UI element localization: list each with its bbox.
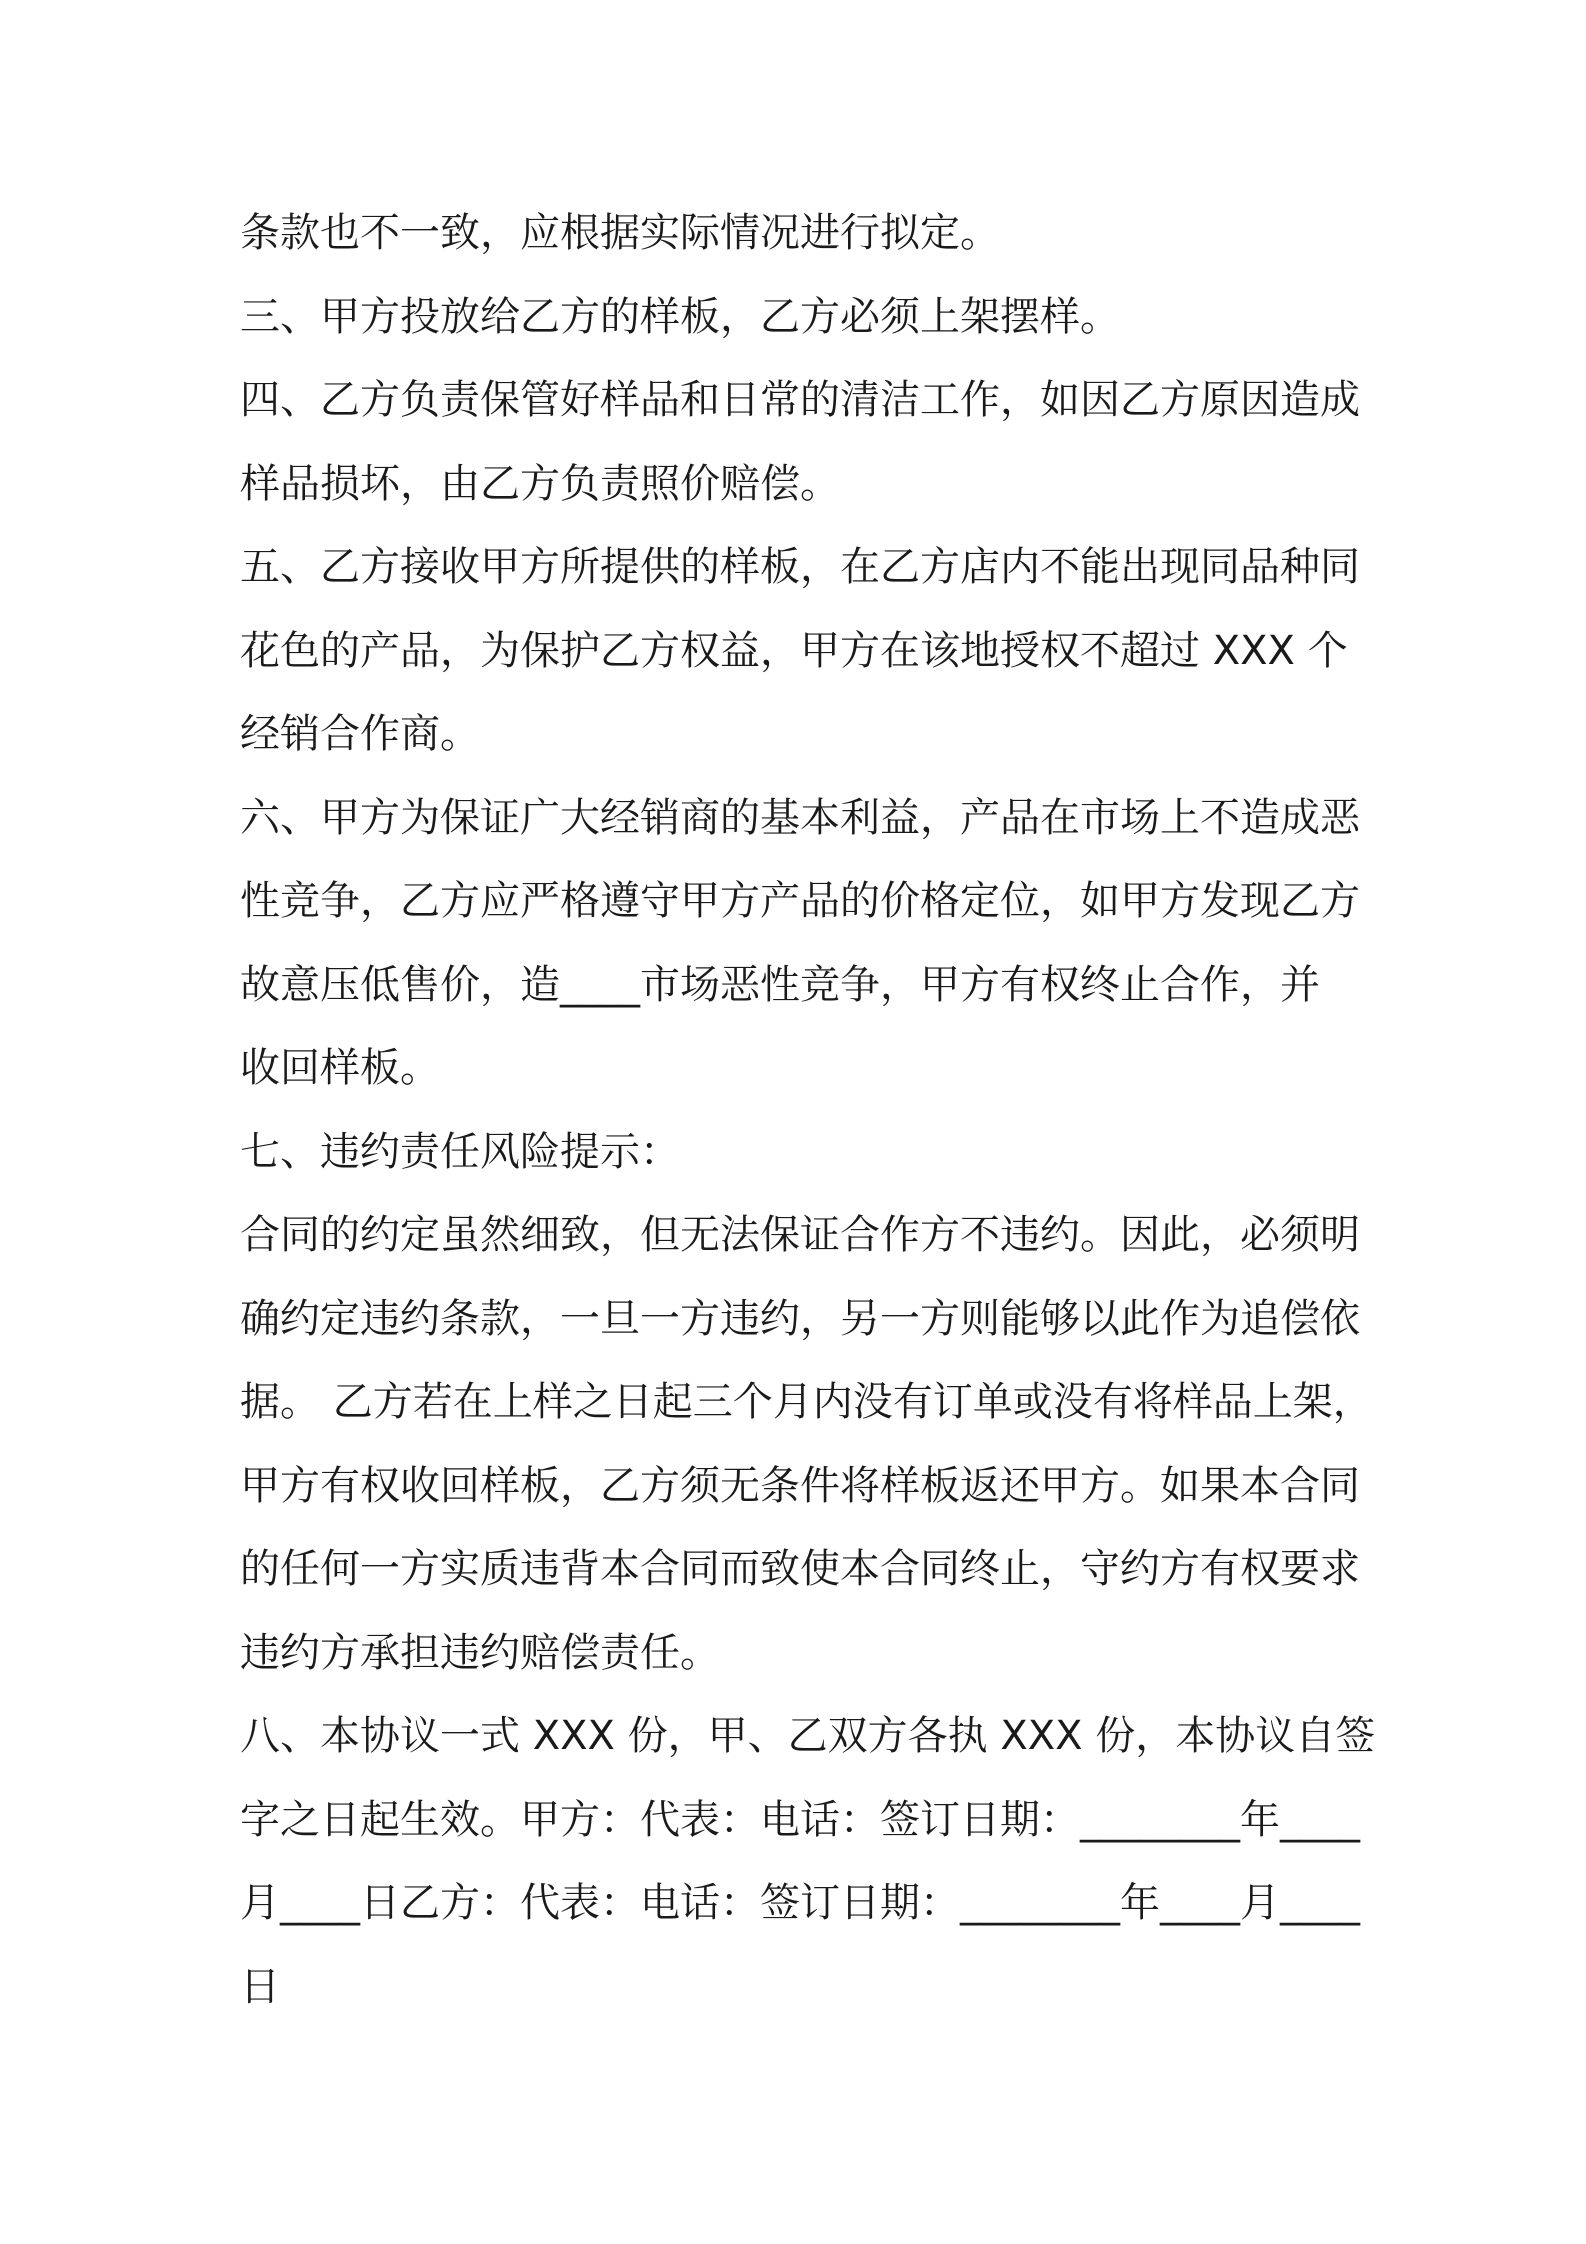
signature-line: 字之日起生效。甲方：代表：电话：签订日期：________年____ <box>240 1796 1360 1843</box>
clause-7-line: 确约定违约条款，一旦一方违约，另一方则能够以此作为追偿依 <box>240 1295 1360 1342</box>
clause-7-line: 据。 乙方若在上样之日起三个月内没有订单或没有将样品上架， <box>240 1379 1373 1425</box>
clause-7-line: 的任何一方实质违背本合同而致使本合同终止，守约方有权要求 <box>240 1546 1360 1592</box>
clause-6-line: 故意压低售价，造____市场恶性竞争，甲方有权终止合作，并 <box>240 961 1320 1008</box>
clause-6-line: 性竞争，乙方应严格遵守甲方产品的价格定位，如甲方发现乙方 <box>240 878 1360 924</box>
clause-7-line: 合同的约定虽然细致，但无法保证合作方不违约。因此，必须明 <box>240 1212 1360 1258</box>
contract-body <box>240 192 1376 2029</box>
clause-3-line: 三、甲方投放给乙方的样板，乙方必须上架摆样。 <box>240 293 1120 340</box>
clause-7-line: 违约方承担违约赔偿责任。 <box>240 1629 720 1676</box>
clause-7-heading: 七、违约责任风险提示： <box>240 1128 680 1175</box>
clause-4-line: 样品损坏，由乙方负责照价赔偿。 <box>240 460 840 507</box>
signature-line: 月____日乙方：代表：电话：签订日期：________年____月____ <box>240 1880 1360 1926</box>
clause-5-line: 五、乙方接收甲方所提供的样板，在乙方店内不能出现同品种同 <box>240 544 1360 590</box>
clause-7-line: 甲方有权收回样板，乙方须无条件将样板返还甲方。如果本合同 <box>240 1462 1360 1509</box>
clause-4-line: 四、乙方负责保管好样品和日常的清洁工作，如因乙方原因造成 <box>240 377 1360 423</box>
signature-line: 日 <box>240 1963 280 2010</box>
clause-5-line: 经销合作商。 <box>240 711 480 757</box>
clause-6-line: 六、甲方为保证广大经销商的基本利益，产品在市场上不造成恶 <box>240 794 1360 841</box>
clause-6-line: 收回样板。 <box>240 1045 440 1091</box>
text-line: 条款也不一致，应根据实际情况进行拟定。 <box>240 210 1000 256</box>
clause-5-line: 花色的产品，为保护乙方权益，甲方在该地授权不超过 XXX 个 <box>240 627 1348 674</box>
clause-8-line: 八、本协议一式 XXX 份，甲、乙双方各执 XXX 份，本协议自签 <box>240 1713 1376 1759</box>
